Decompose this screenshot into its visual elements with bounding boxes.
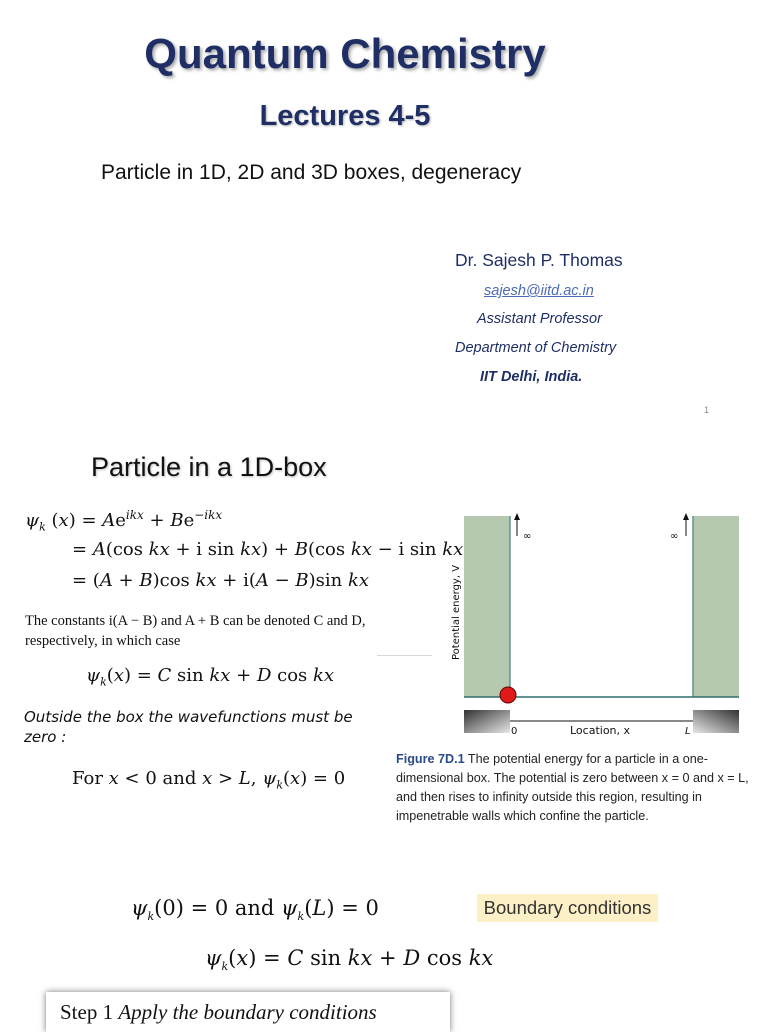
lecture-topic: Particle in 1D, 2D and 3D boxes, degeneracy — [101, 161, 522, 184]
author-department: Department of Chemistry — [455, 340, 617, 356]
separator-line — [377, 655, 432, 656]
x-tick-zero: 0 — [511, 726, 518, 737]
step-box — [46, 992, 450, 1032]
page-number: 1 — [704, 405, 710, 415]
x-tick-L: L — [685, 726, 691, 737]
x-axis-label: Location, x — [570, 724, 631, 737]
step-label: Step 1 — [60, 1000, 114, 1024]
left-arrow-head — [514, 513, 520, 520]
figure-caption-text: The potential energy for a particle in a one-dimensional box. The potential is zero between x = 0 and x = L, and then rises to infinity outside this region, resulting in impenetrable walls which confine the particle. — [396, 752, 749, 823]
potential-energy-figure — [436, 508, 768, 748]
section-heading: Particle in a 1D-box — [91, 452, 327, 482]
author-institution: IIT Delhi, India. — [480, 369, 583, 385]
author-email-link[interactable]: sajesh@iitd.ac.in — [484, 283, 594, 299]
equation-line-3: = (A + B)cos kx + i(A − B)sin kx — [72, 570, 370, 591]
boundary-equation: $\psi_k(0) = 0$ and $\psi_k(L) = 0$ — [131, 896, 379, 924]
left-infinity-label: ∞ — [523, 531, 532, 542]
boundary-conditions-label: Boundary conditions — [477, 894, 658, 922]
right-wall-block — [693, 710, 739, 733]
equation-line-1: $\psi_k$ $(x) = Ae^{ikx} + Be^{-ikx}$ — [25, 508, 223, 534]
left-wall-block — [464, 710, 510, 733]
general-solution-equation: $\psi_k(x) = C$ sin kx + D cos kx — [205, 946, 494, 974]
equation-line-2: = A(cos kx + i sin kx) + B(cos kx − i sin kx — [72, 539, 464, 560]
author-role: Assistant Professor — [477, 311, 602, 327]
slide-subtitle: Lectures 4-5 — [259, 100, 431, 132]
left-wall — [464, 516, 510, 697]
right-arrow-head — [683, 513, 689, 520]
slide-title: Quantum Chemistry — [144, 30, 546, 77]
right-wall — [693, 516, 739, 697]
figure-caption-label: Figure 7D.1 — [396, 752, 465, 766]
constants-paragraph: The constants i(A − B) and A + B can be denoted C and D, respectively, in which case — [25, 613, 366, 649]
author-name: Dr. Sajesh P. Thomas — [455, 250, 623, 270]
outside-box-note: Outside the box the wavefunctions must be zero : — [24, 708, 353, 746]
outside-condition-equation: For x < 0 and x > L, $\psi_k(x) = 0$ — [72, 768, 346, 792]
equation-line-4: $\psi_k(x) = C$ sin kx + D cos kx — [86, 665, 335, 689]
step-text: Apply the boundary conditions — [118, 1000, 377, 1024]
y-axis-label: Potential energy, V — [451, 564, 462, 660]
particle-dot — [500, 687, 516, 703]
right-infinity-label: ∞ — [670, 531, 679, 542]
figure-caption — [396, 750, 768, 826]
